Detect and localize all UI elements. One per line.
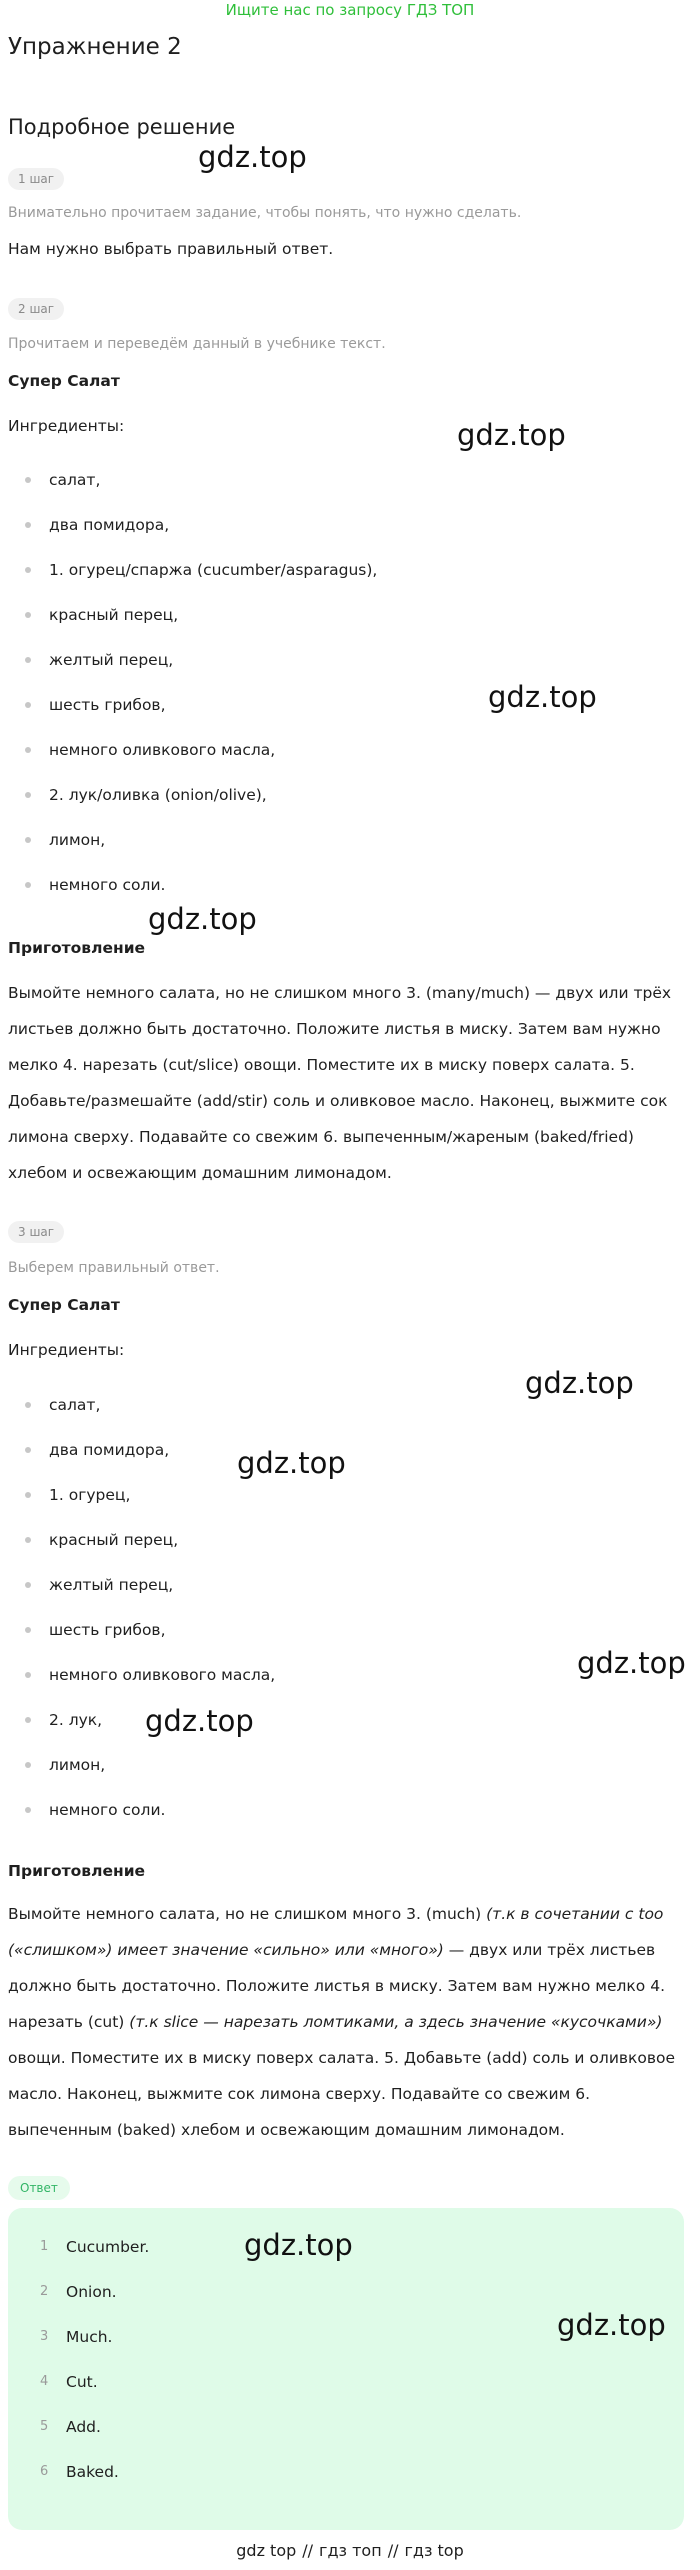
bullet-icon (25, 1402, 31, 1408)
ingredient-text: 2. лук/оливка (onion/olive), (49, 786, 267, 804)
footer-link[interactable]: gdz top (236, 2541, 297, 2560)
answer-number: 4 (40, 2374, 49, 2389)
ingredient-item (0, 1395, 275, 1440)
footer-links (0, 2540, 700, 2562)
ingredient-item (0, 740, 377, 785)
watermark: gdz.top (148, 902, 257, 936)
ingredient-item (0, 785, 377, 830)
step-1-badge: 1 шаг (8, 168, 64, 190)
ingredient-text: немного соли. (49, 1801, 166, 1819)
ingredient-item (0, 470, 377, 515)
bullet-icon (25, 1537, 31, 1543)
ingredient-text: желтый перец, (49, 1576, 174, 1594)
bullet-icon (25, 1582, 31, 1588)
ingredient-item (0, 1755, 275, 1800)
ingredient-text: два помидора, (49, 1441, 170, 1459)
step-3-prep-text (8, 1896, 692, 2148)
step-3-ingredients-list (0, 1395, 275, 1845)
watermark: gdz.top (557, 2308, 666, 2342)
answer-text: Add. (66, 2418, 101, 2436)
bullet-icon (25, 612, 31, 618)
ingredient-text: немного соли. (49, 876, 166, 894)
prep-note-1: (т.к в сочетании с too («слишком») имеет значение «сильно» или «много») (8, 1905, 664, 1959)
ingredient-text: салат, (49, 471, 101, 489)
ingredient-item (0, 830, 377, 875)
bullet-icon (25, 702, 31, 708)
ingredient-text: 2. лук, (49, 1711, 103, 1729)
bullet-icon (25, 1492, 31, 1498)
ingredient-item (0, 1485, 275, 1530)
footer-link[interactable]: гдз топ (319, 2541, 382, 2560)
watermark: gdz.top (488, 680, 597, 714)
bullet-icon (25, 882, 31, 888)
ingredient-text: два помидора, (49, 516, 170, 534)
answer-number: 6 (40, 2464, 49, 2479)
ingredient-item (0, 650, 377, 695)
solution-heading: Подробное решение (8, 115, 236, 139)
watermark: gdz.top (577, 1646, 686, 1680)
bullet-icon (25, 1447, 31, 1453)
bullet-icon (25, 1762, 31, 1768)
ingredient-text: 1. огурец, (49, 1486, 131, 1504)
step-3-ingredients-label: Ингредиенты: (8, 1341, 125, 1359)
answer-item (40, 2327, 149, 2372)
step-3-badge: 3 шаг (8, 1221, 64, 1243)
step-2-badge: 2 шаг (8, 298, 64, 320)
answer-item (40, 2372, 149, 2417)
prep-part-1: Вымойте немного салата, но не слишком много 3. (much) (8, 1905, 487, 1923)
step-1-hint: Внимательно прочитаем задание, чтобы понять, что нужно сделать. (8, 205, 522, 221)
answer-text: Much. (66, 2328, 113, 2346)
answer-number: 1 (40, 2239, 49, 2254)
watermark: gdz.top (457, 418, 566, 452)
answer-text: Cut. (66, 2373, 98, 2391)
bullet-icon (25, 1717, 31, 1723)
ingredient-text: салат, (49, 1396, 101, 1414)
answer-list (40, 2237, 149, 2507)
watermark: gdz.top (237, 1446, 346, 1480)
watermark: gdz.top (244, 2228, 353, 2262)
search-banner[interactable]: Ищите нас по запросу ГДЗ ТОП (225, 1, 475, 19)
exercise-title: Упражнение 2 (8, 34, 182, 60)
ingredient-item (0, 1575, 275, 1620)
ingredient-item (0, 515, 377, 560)
prep-note-2: (т.к slice — нарезать ломтиками, а здесь значение «кусочками») (129, 2013, 663, 2031)
bullet-icon (25, 1807, 31, 1813)
ingredient-text: красный перец, (49, 1531, 179, 1549)
ingredient-item (0, 1800, 275, 1845)
bullet-icon (25, 567, 31, 573)
bullet-icon (25, 522, 31, 528)
ingredient-item (0, 560, 377, 605)
answer-text: Baked. (66, 2463, 119, 2481)
ingredient-text: немного оливкового масла, (49, 741, 276, 759)
ingredient-text: лимон, (49, 831, 106, 849)
ingredient-text: красный перец, (49, 606, 179, 624)
bullet-icon (25, 657, 31, 663)
answer-item (40, 2417, 149, 2462)
answer-text: Cucumber. (66, 2238, 150, 2256)
step-3-prep-title: Приготовление (8, 1862, 146, 1880)
ingredient-item (0, 1620, 275, 1665)
answer-badge: Ответ (8, 2176, 70, 2200)
answer-item (40, 2462, 149, 2507)
footer-link[interactable]: гдз top (404, 2541, 464, 2560)
bullet-icon (25, 477, 31, 483)
ingredient-text: лимон, (49, 1756, 106, 1774)
answer-item (40, 2237, 149, 2282)
ingredient-item (0, 1530, 275, 1575)
footer-separator: // (302, 2541, 314, 2560)
bullet-icon (25, 1672, 31, 1678)
ingredient-text: желтый перец, (49, 651, 174, 669)
step-2-prep-text: Вымойте немного салата, но не слишком много 3. (many/much) — двух или трёх листьев должно быть достаточно. Положите листья в миску. Затем вам нужно мелко 4. нарезать (cut/slice) овощи. Поместите их в миску поверх салата. 5. Добавьте/размешайте (add/stir) соль и оливковое масло. Наконец, выжмите сок лимона сверху. Подавайте со свежим 6. выпеченным/жареным (baked/fried) хлебом и освежающим домашним лимонадом. (8, 984, 672, 1182)
step-3-hint: Выберем правильный ответ. (8, 1260, 220, 1276)
step-2-ingredients-list (0, 470, 377, 920)
bullet-icon (25, 1627, 31, 1633)
watermark: gdz.top (198, 140, 307, 174)
bullet-icon (25, 792, 31, 798)
ingredient-text: немного оливкового масла, (49, 1666, 276, 1684)
prep-part-2: — двух или трёх листьев должно быть достаточно. Положите листья в миску. Затем вам нужно мелко 4. нарезать (cut) (8, 1941, 665, 2031)
step-2-prep-title: Приготовление (8, 939, 146, 957)
footer-separator: // (387, 2541, 399, 2560)
step-1-text: Нам нужно выбрать правильный ответ. (8, 240, 334, 258)
bullet-icon (25, 837, 31, 843)
ingredient-item (0, 695, 377, 740)
bullet-icon (25, 747, 31, 753)
ingredient-text: 1. огурец/спаржа (cucumber/asparagus), (49, 561, 378, 579)
watermark: gdz.top (525, 1366, 634, 1400)
ingredient-item (0, 1440, 275, 1485)
answer-number: 5 (40, 2419, 49, 2434)
step-2-hint: Прочитаем и переведём данный в учебнике текст. (8, 336, 386, 352)
answer-text: Onion. (66, 2283, 117, 2301)
watermark: gdz.top (145, 1704, 254, 1738)
answer-number: 2 (40, 2284, 49, 2299)
answer-item (40, 2282, 149, 2327)
answer-number: 3 (40, 2329, 49, 2344)
ingredient-item (0, 605, 377, 650)
prep-part-3: овощи. Поместите их в миску поверх салата. 5. Добавьте (add) соль и оливковое масло. Наконец, выжмите сок лимона сверху. Подавайте со свежим 6. выпеченным (baked) хлебом и освежающим домашним лимонадом. (8, 2049, 676, 2139)
ingredient-text: шесть грибов, (49, 1621, 166, 1639)
ingredient-text: шесть грибов, (49, 696, 166, 714)
step-2-recipe-title: Супер Салат (8, 372, 120, 390)
step-2-ingredients-label: Ингредиенты: (8, 417, 125, 435)
step-3-recipe-title: Супер Салат (8, 1296, 120, 1314)
